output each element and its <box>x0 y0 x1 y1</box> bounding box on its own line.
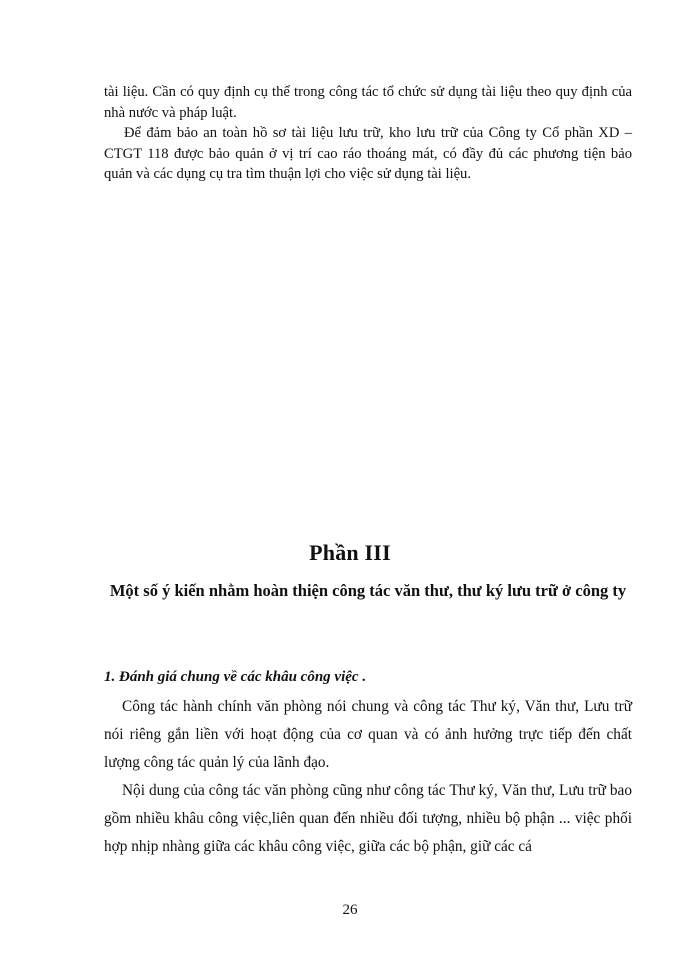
intro-text-block <box>104 82 632 185</box>
section-heading: 1. Đánh giá chung về các khâu công việc . <box>104 669 367 685</box>
section-text-block <box>104 693 632 861</box>
intro-paragraph: tài liệu. Cần có quy định cụ thể trong công tác tổ chức sử dụng tài liệu theo quy định của nhà nước và pháp luật. <box>104 84 632 121</box>
page-number: 26 <box>342 902 358 918</box>
section-paragraph: Nội dung của công tác văn phòng cũng như công tác Thư ký, Văn thư, Lưu trữ bao gồm nhiều khâu công việc,liên quan đến nhiều đối tượng, nhiều bộ phận ... việc phối hợp nhịp nhàng giữa các khâu công việc, giữa các bộ phận, giữ các cá <box>104 782 632 855</box>
part-subtitle: Một số ý kiến nhằm hoàn thiện công tác văn thư, thư ký lưu trữ ở công ty <box>109 581 627 600</box>
part-title: Phần III <box>309 540 391 565</box>
section-paragraph: Công tác hành chính văn phòng nói chung và công tác Thư ký, Văn thư, Lưu trữ nói riêng gắn liền với hoạt động của cơ quan và có ảnh hưởng trực tiếp đến chất lượng công tác quản lý của lãnh đạo. <box>104 698 632 771</box>
intro-paragraph: Để đảm bảo an toàn hồ sơ tài liệu lưu trữ, kho lưu trữ của Công ty Cổ phần XD – CTGT 118 được bảo quản ở vị trí cao ráo thoáng mát, có đầy đủ các phương tiện bảo quản và các dụng cụ tra tìm thuận lợi cho việc sử dụng tài liệu. <box>104 125 632 182</box>
